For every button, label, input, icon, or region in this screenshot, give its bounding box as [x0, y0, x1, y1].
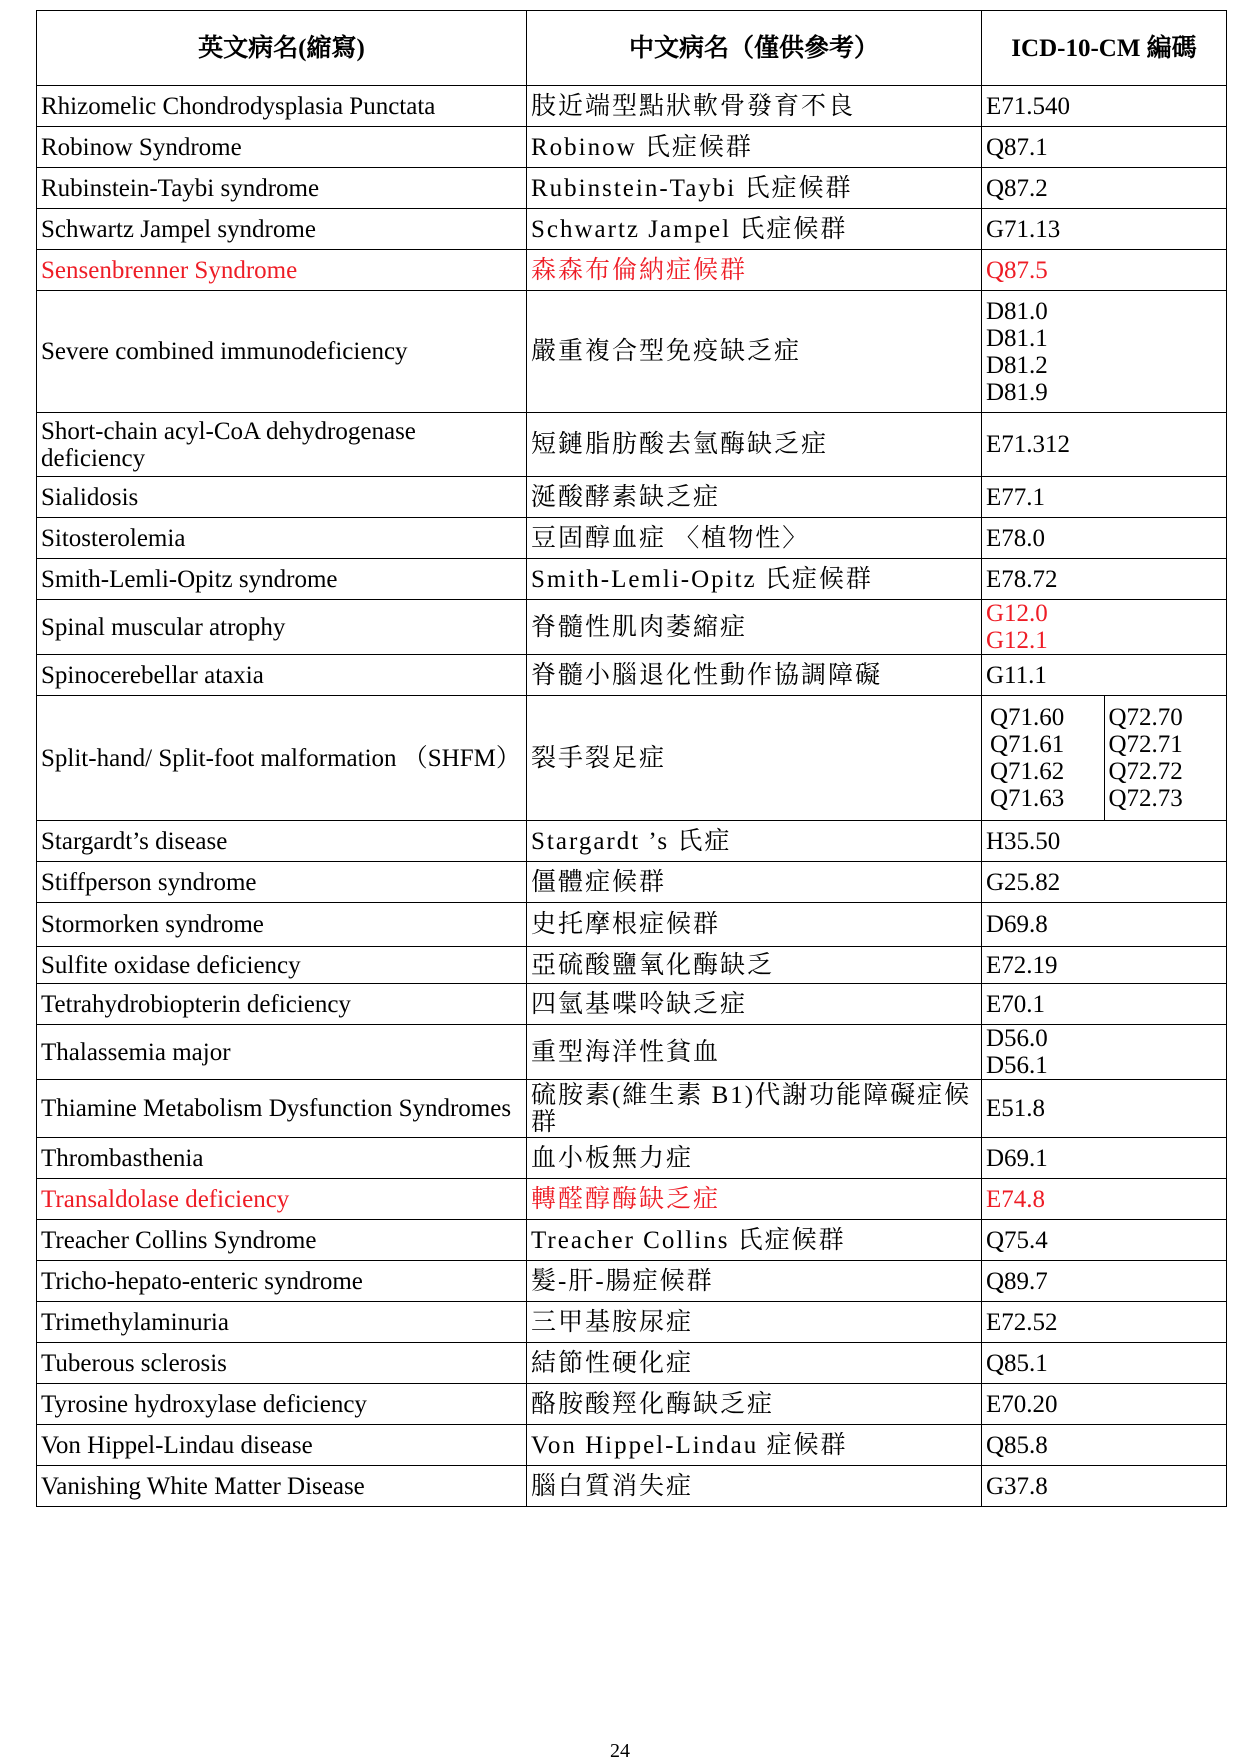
icd-code-cell	[982, 821, 1227, 862]
chinese-disease-name: 嚴重複合型免疫缺乏症	[527, 291, 982, 413]
chinese-disease-name: 腦白質消失症	[527, 1466, 982, 1507]
icd-code: Q85.1	[986, 1349, 1048, 1377]
icd-code: G71.13	[986, 215, 1061, 243]
chinese-disease-name: 脊髓性肌肉萎縮症	[527, 600, 982, 655]
icd-code-cell	[982, 413, 1227, 477]
icd-code-cell	[982, 559, 1227, 600]
icd-code: D56.1	[986, 1052, 1048, 1079]
table-row	[37, 168, 1227, 209]
table-row	[37, 127, 1227, 168]
english-disease-name: Sensenbrenner Syndrome	[37, 250, 527, 291]
icd-code: D56.0	[986, 1025, 1048, 1052]
icd-code-cell	[982, 1466, 1227, 1507]
icd-code-cell	[982, 696, 1227, 821]
table-body	[37, 86, 1227, 1507]
icd-code-cell	[982, 947, 1227, 984]
table-row	[37, 559, 1227, 600]
icd-code: E70.20	[986, 1390, 1058, 1418]
icd-code: Q71.62	[990, 758, 1065, 785]
icd-code: Q87.5	[986, 256, 1048, 284]
table-row	[37, 1179, 1227, 1220]
english-disease-name: Spinal muscular atrophy	[37, 600, 527, 655]
icd-code-cell	[982, 1220, 1227, 1261]
english-disease-name: Von Hippel-Lindau disease	[37, 1425, 527, 1466]
icd-code-column-left	[986, 696, 1104, 820]
icd-code: G37.8	[986, 1472, 1048, 1500]
english-disease-name: Rhizomelic Chondrodysplasia Punctata	[37, 86, 527, 127]
icd-code-cell	[982, 250, 1227, 291]
english-disease-name: Split-hand/ Split-foot malformation （SHFM）	[37, 696, 527, 821]
english-disease-name: Tetrahydrobiopterin deficiency	[37, 984, 527, 1025]
icd-code: G11.1	[986, 661, 1047, 689]
chinese-disease-name: 亞硫酸鹽氧化酶缺乏	[527, 947, 982, 984]
icd-code-cell	[982, 1302, 1227, 1343]
icd-code: Q89.7	[986, 1267, 1048, 1295]
chinese-disease-name: Smith-Lemli-Opitz 氏症候群	[527, 559, 982, 600]
icd-code-cell	[982, 1138, 1227, 1179]
chinese-disease-name: 四氫基喋呤缺乏症	[527, 984, 982, 1025]
english-disease-name: Spinocerebellar ataxia	[37, 655, 527, 696]
icd-code: Q87.2	[986, 174, 1048, 202]
icd-code: E72.19	[986, 951, 1058, 979]
table-row	[37, 1261, 1227, 1302]
icd-code-cell	[982, 1025, 1227, 1080]
table-row	[37, 1466, 1227, 1507]
icd-code: E78.0	[986, 524, 1046, 552]
table-row	[37, 1220, 1227, 1261]
icd-code: D69.8	[986, 911, 1048, 938]
icd-code: Q72.70	[1108, 704, 1183, 731]
icd-code-cell	[982, 477, 1227, 518]
table-row	[37, 518, 1227, 559]
chinese-disease-name: 脊髓小腦退化性動作協調障礙	[527, 655, 982, 696]
icd-code-cell	[982, 291, 1227, 413]
chinese-disease-name: 血小板無力症	[527, 1138, 982, 1179]
english-disease-name: Robinow Syndrome	[37, 127, 527, 168]
chinese-disease-name: 肢近端型點狀軟骨發育不良	[527, 86, 982, 127]
icd-code-cell	[982, 903, 1227, 947]
chinese-disease-name: 硫胺素(維生素 B1)代謝功能障礙症候群	[527, 1080, 982, 1138]
icd-code: Q71.63	[990, 785, 1065, 812]
icd-code: E78.72	[986, 565, 1058, 593]
icd-code-cell	[982, 862, 1227, 903]
table-row	[37, 821, 1227, 862]
table-row	[37, 291, 1227, 413]
icd-code: E77.1	[986, 483, 1046, 511]
icd-code: E71.540	[986, 92, 1071, 120]
english-disease-name: Smith-Lemli-Opitz syndrome	[37, 559, 527, 600]
header-chinese-name: 中文病名（僅供參考）	[527, 11, 982, 86]
icd-code-cell	[982, 518, 1227, 559]
english-disease-name: Sulfite oxidase deficiency	[37, 947, 527, 984]
icd-code: E51.8	[986, 1095, 1046, 1122]
table-row	[37, 1080, 1227, 1138]
table-header-row	[37, 11, 1227, 86]
icd-code: H35.50	[986, 827, 1061, 855]
icd-code-cell	[982, 1343, 1227, 1384]
english-disease-name: Stiffperson syndrome	[37, 862, 527, 903]
chinese-disease-name: 僵體症候群	[527, 862, 982, 903]
chinese-disease-name: 涎酸酵素缺乏症	[527, 477, 982, 518]
table-row	[37, 1384, 1227, 1425]
chinese-disease-name: Von Hippel-Lindau 症候群	[527, 1425, 982, 1466]
chinese-disease-name: 髮-肝-腸症候群	[527, 1261, 982, 1302]
icd-code-cell	[982, 1179, 1227, 1220]
icd-code: Q71.61	[990, 731, 1065, 758]
chinese-disease-name: 史托摩根症候群	[527, 903, 982, 947]
table-row	[37, 477, 1227, 518]
english-disease-name: Sitosterolemia	[37, 518, 527, 559]
chinese-disease-name: 酪胺酸羥化酶缺乏症	[527, 1384, 982, 1425]
chinese-disease-name: 轉醛醇酶缺乏症	[527, 1179, 982, 1220]
icd-code-cell	[982, 168, 1227, 209]
chinese-disease-name: 短鏈脂肪酸去氫酶缺乏症	[527, 413, 982, 477]
english-disease-name: Thrombasthenia	[37, 1138, 527, 1179]
english-disease-name: Tyrosine hydroxylase deficiency	[37, 1384, 527, 1425]
chinese-disease-name: 裂手裂足症	[527, 696, 982, 821]
icd-code: G12.0	[986, 600, 1048, 627]
icd-code: G12.1	[986, 627, 1048, 654]
chinese-disease-name: Schwartz Jampel 氏症候群	[527, 209, 982, 250]
table-row	[37, 862, 1227, 903]
english-disease-name: Thalassemia major	[37, 1025, 527, 1080]
chinese-disease-name: 重型海洋性貧血	[527, 1025, 982, 1080]
table-row	[37, 209, 1227, 250]
icd-code: E72.52	[986, 1308, 1058, 1336]
icd-code-cell	[982, 1425, 1227, 1466]
table-row	[37, 600, 1227, 655]
english-disease-name: Treacher Collins Syndrome	[37, 1220, 527, 1261]
english-disease-name: Tuberous sclerosis	[37, 1343, 527, 1384]
english-disease-name: Vanishing White Matter Disease	[37, 1466, 527, 1507]
english-disease-name: Sialidosis	[37, 477, 527, 518]
icd-code: Q71.60	[990, 704, 1065, 731]
icd-code-cell	[982, 1080, 1227, 1138]
english-disease-name: Severe combined immunodeficiency	[37, 291, 527, 413]
icd-code-cell	[982, 655, 1227, 696]
icd-code: D81.0	[986, 297, 1048, 325]
icd-code-cell	[982, 1261, 1227, 1302]
icd-code-cell	[982, 1384, 1227, 1425]
icd-code: E74.8	[986, 1185, 1046, 1213]
page-number: 24	[610, 1740, 630, 1762]
table-row	[37, 250, 1227, 291]
table-row	[37, 1343, 1227, 1384]
icd-code-cell	[982, 86, 1227, 127]
chinese-disease-name: 結節性硬化症	[527, 1343, 982, 1384]
header-english-name: 英文病名(縮寫)	[37, 11, 527, 86]
english-disease-name: Stormorken syndrome	[37, 903, 527, 947]
header-icd-code: ICD-10-CM 編碼	[982, 11, 1227, 86]
chinese-disease-name: 森森布倫納症候群	[527, 250, 982, 291]
icd-code: G25.82	[986, 868, 1061, 896]
icd-code: D81.9	[986, 378, 1048, 406]
icd-code: D81.1	[986, 324, 1048, 352]
icd-code-cell	[982, 984, 1227, 1025]
english-disease-name: Schwartz Jampel syndrome	[37, 209, 527, 250]
icd-code: Q87.1	[986, 133, 1048, 161]
icd-code-cell	[982, 209, 1227, 250]
icd-code: Q75.4	[986, 1226, 1048, 1254]
table-row	[37, 696, 1227, 821]
chinese-disease-name: 三甲基胺尿症	[527, 1302, 982, 1343]
icd-code: Q85.8	[986, 1431, 1048, 1459]
table-row	[37, 1425, 1227, 1466]
english-disease-name: Rubinstein-Taybi syndrome	[37, 168, 527, 209]
table-row	[37, 1138, 1227, 1179]
table-row	[37, 903, 1227, 947]
chinese-disease-name: 豆固醇血症 〈植物性〉	[527, 518, 982, 559]
icd-code: D69.1	[986, 1144, 1048, 1172]
chinese-disease-name: Robinow 氏症候群	[527, 127, 982, 168]
icd-code-column-right	[1104, 696, 1223, 820]
english-disease-name: Stargardt’s disease	[37, 821, 527, 862]
english-disease-name: Thiamine Metabolism Dysfunction Syndromes	[37, 1080, 527, 1138]
table-row	[37, 413, 1227, 477]
icd-code: Q72.71	[1108, 731, 1183, 758]
icd-code: D81.2	[986, 351, 1048, 379]
table-row	[37, 1025, 1227, 1080]
chinese-disease-name: Rubinstein-Taybi 氏症候群	[527, 168, 982, 209]
english-disease-name: Transaldolase deficiency	[37, 1179, 527, 1220]
icd-code-cell	[982, 127, 1227, 168]
icd-code: Q72.73	[1108, 785, 1183, 812]
rare-disease-icd-table	[36, 10, 1227, 1507]
table-row	[37, 984, 1227, 1025]
english-disease-name: Tricho-hepato-enteric syndrome	[37, 1261, 527, 1302]
chinese-disease-name: Treacher Collins 氏症候群	[527, 1220, 982, 1261]
icd-code: E70.1	[986, 990, 1046, 1018]
chinese-disease-name: Stargardt ’s 氏症	[527, 821, 982, 862]
icd-code: E71.312	[986, 431, 1071, 458]
english-disease-name: Trimethylaminuria	[37, 1302, 527, 1343]
table-row	[37, 655, 1227, 696]
icd-code-cell	[982, 600, 1227, 655]
table-row	[37, 947, 1227, 984]
table-row	[37, 1302, 1227, 1343]
icd-code: Q72.72	[1108, 758, 1183, 785]
table-row	[37, 86, 1227, 127]
english-disease-name: Short-chain acyl-CoA dehydrogenase deficiency	[37, 413, 527, 477]
